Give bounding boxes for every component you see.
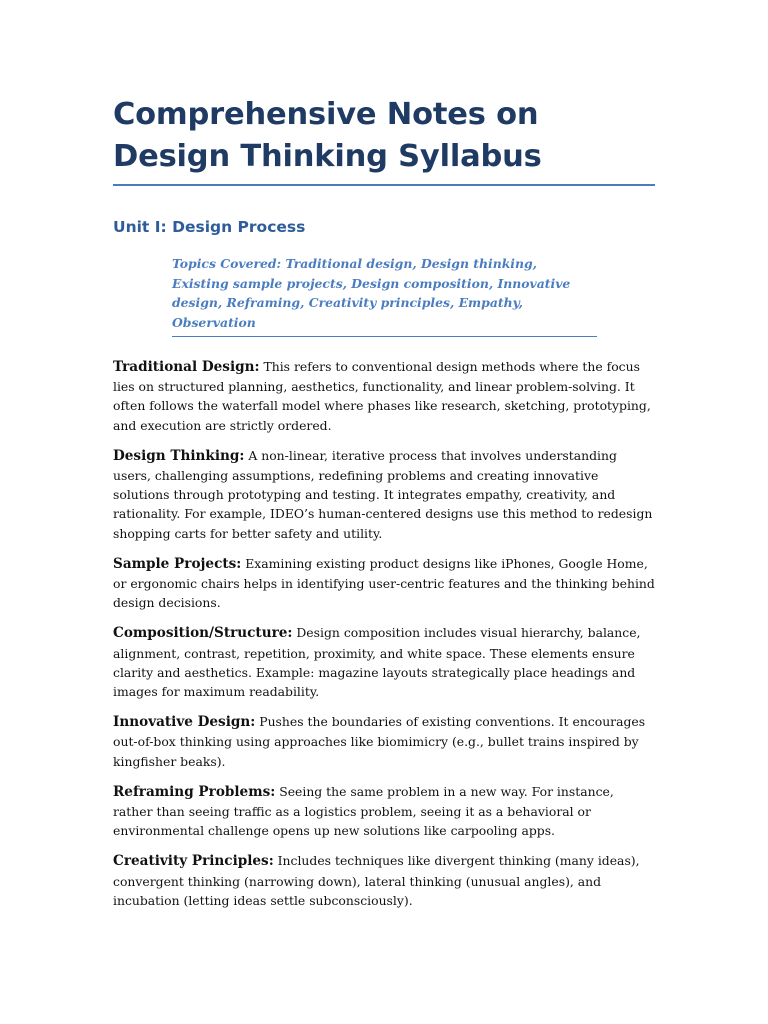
section-term: Reframing Problems:	[113, 783, 276, 800]
section-text: Pushes the boundaries of existing conventions. It encourages out-of-box thinking using approaches like biomimicry (e.g., bullet trains inspired by kingfisher beaks).	[113, 714, 646, 769]
section-text: Examining existing product designs like iPhones, Google Home, or ergonomic chairs helps in identifying user-centric features and the thinking behind design decisions.	[113, 555, 655, 611]
section-paragraph	[113, 446, 655, 543]
section-paragraph	[113, 851, 655, 910]
section-term: Innovative Design:	[113, 714, 256, 731]
section-term: Traditional Design:	[113, 359, 260, 375]
section-paragraph	[113, 712, 655, 771]
section-paragraph	[113, 623, 655, 701]
section-paragraph	[113, 554, 655, 613]
section-term: Sample Projects:	[113, 555, 242, 572]
sections-container	[113, 357, 655, 910]
section-text: Includes techniques like divergent thinking (many ideas), convergent thinking (narrowing down), lateral thinking (unusual angles), and incubation (letting ideas settle subconsciously).	[113, 853, 640, 908]
section-paragraph	[113, 357, 655, 435]
section-text: A non-linear, iterative process that involves understanding users, challenging assumptions, redefining problems and creating innovative solutions through prototyping and testing. It integrates empathy, creativity, and rationality. For example, IDEO’s human-centered designs use this method to redesign shopping carts for better safety and utility.	[113, 447, 653, 541]
section-term: Design Thinking:	[113, 447, 245, 464]
section-text: This refers to conventional design methods where the focus lies on structured planning, aesthetics, functionality, and linear problem-solving. It often follows the waterfall model where phases like research, sketching, prototyping, and execution are strictly ordered.	[113, 359, 651, 433]
page-title: Comprehensive Notes on Design Thinking Syllabus	[113, 97, 542, 174]
document-page	[113, 94, 655, 910]
section-term: Composition/Structure:	[113, 625, 293, 642]
topics-covered-quote: Topics Covered: Traditional design, Design thinking, Existing sample projects, Design composition, Innovative design, Reframing, Creativity principles, Empathy, Observation	[172, 254, 597, 337]
title-divider	[113, 184, 655, 186]
unit-heading: Unit I: Design Process	[113, 218, 306, 236]
section-text: Seeing the same problem in a new way. For instance, rather than seeing traffic as a logistics problem, seeing it as a behavioral or environmental challenge opens up new solutions like carpooling apps.	[113, 783, 614, 839]
section-text: Design composition includes visual hierarchy, balance, alignment, contrast, repetition, proximity, and white space. These elements ensure clarity and aesthetics. Example: magazine layouts strategically place headings and images for maximum readability.	[113, 625, 641, 700]
section-term: Creativity Principles:	[113, 853, 274, 870]
section-paragraph	[113, 782, 655, 841]
